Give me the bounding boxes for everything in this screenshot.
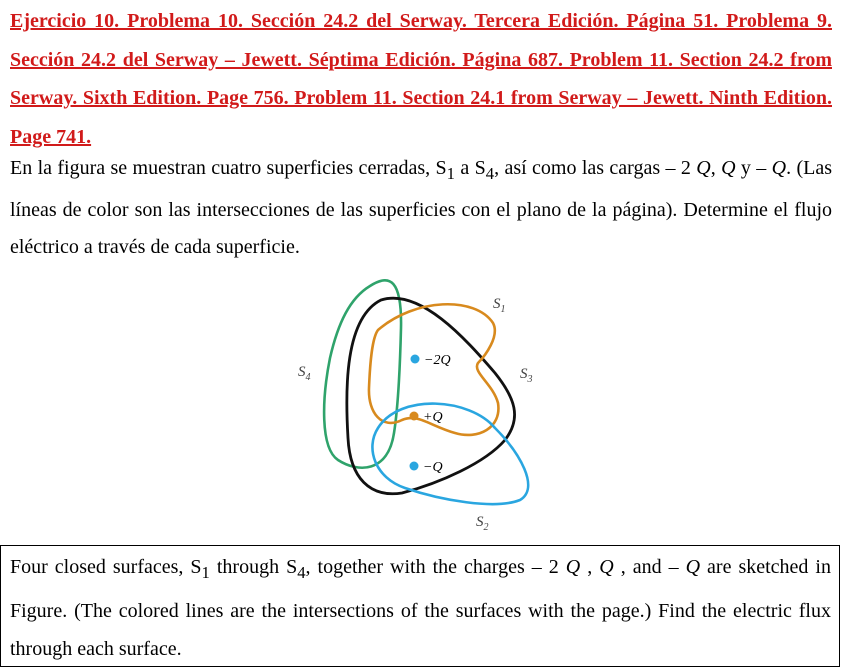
gauss-surfaces-figure <box>290 268 560 538</box>
es-text-5: y – <box>735 157 772 179</box>
es-text-4: , <box>710 157 722 179</box>
label-s2: $S_2$ <box>476 514 489 533</box>
charge-minus-2q-label: −2Q <box>424 353 451 368</box>
en-text-2: through S <box>209 556 298 578</box>
problem-statement-english <box>0 545 840 667</box>
en-charge-q-3: Q <box>685 556 701 578</box>
es-charge-q-2: Q <box>721 157 736 179</box>
en-charge-q-1: Q <box>565 556 581 578</box>
en-text-3: , together with the charges – 2 <box>305 556 566 578</box>
label-s3-sub: 3 <box>527 374 533 385</box>
es-charge-q-1: Q <box>696 157 711 179</box>
charge-minus-q-label: −Q <box>423 460 443 475</box>
es-text-2: a S <box>455 157 486 179</box>
label-s3: $S_3$ <box>520 366 533 385</box>
en-text-1: Four closed surfaces, S <box>10 556 202 578</box>
charge-minus-2q-dot <box>411 355 420 364</box>
label-s4-sub: 4 <box>305 372 311 383</box>
es-text-6: . (Las líneas de color son las intersecciones de las superficies con el plano de la página). Determine el flujo eléctrico a través de cada superficie. <box>10 157 833 258</box>
es-subscript-1: 1 <box>446 164 455 183</box>
label-s1: $S_1$ <box>493 296 506 315</box>
problem-reference-header <box>10 2 832 156</box>
problem-statement-spanish <box>10 150 832 266</box>
label-s2-sub: 2 <box>483 522 489 533</box>
en-subscript-1: 1 <box>201 563 210 582</box>
es-charge-q-3: Q <box>771 157 787 179</box>
en-charge-q-2: Q <box>599 556 614 578</box>
charge-minus-q-dot <box>410 462 419 471</box>
es-text-1: En la figura se muestran cuatro superficies cerradas, S <box>10 157 447 179</box>
label-s1-sub: 1 <box>500 304 506 315</box>
en-text-4: , <box>580 556 600 578</box>
en-subscript-4: 4 <box>297 563 306 582</box>
charge-plus-q-label: +Q <box>423 410 443 425</box>
label-s4: $S_4$ <box>298 364 311 383</box>
es-text-3: , así como las cargas – 2 <box>494 157 697 179</box>
es-subscript-4: 4 <box>485 164 495 183</box>
en-text-6: are sketched in Figure. (The colored lines are the intersections of the surfaces with the page.) Find the electric flux through each surface. <box>10 556 831 660</box>
surfaces-diagram <box>290 268 560 538</box>
reference-text: Ejercicio 10. Problema 10. Sección 24.2 del Serway. Tercera Edición. Página 51. Problema 9. Sección 24.2 del Serway – Jewett. Séptima Edición. Página 687. Problem 11. Section 24.2 from Serway. Sixth Edition. Page 756. Problem 11. Section 24.1 from Serway – Jewett. Ninth Edition. Page 741. <box>10 10 832 148</box>
charge-plus-q-dot <box>410 412 419 421</box>
surface-s4-curve <box>324 280 401 467</box>
en-text-5: , and – <box>613 556 686 578</box>
